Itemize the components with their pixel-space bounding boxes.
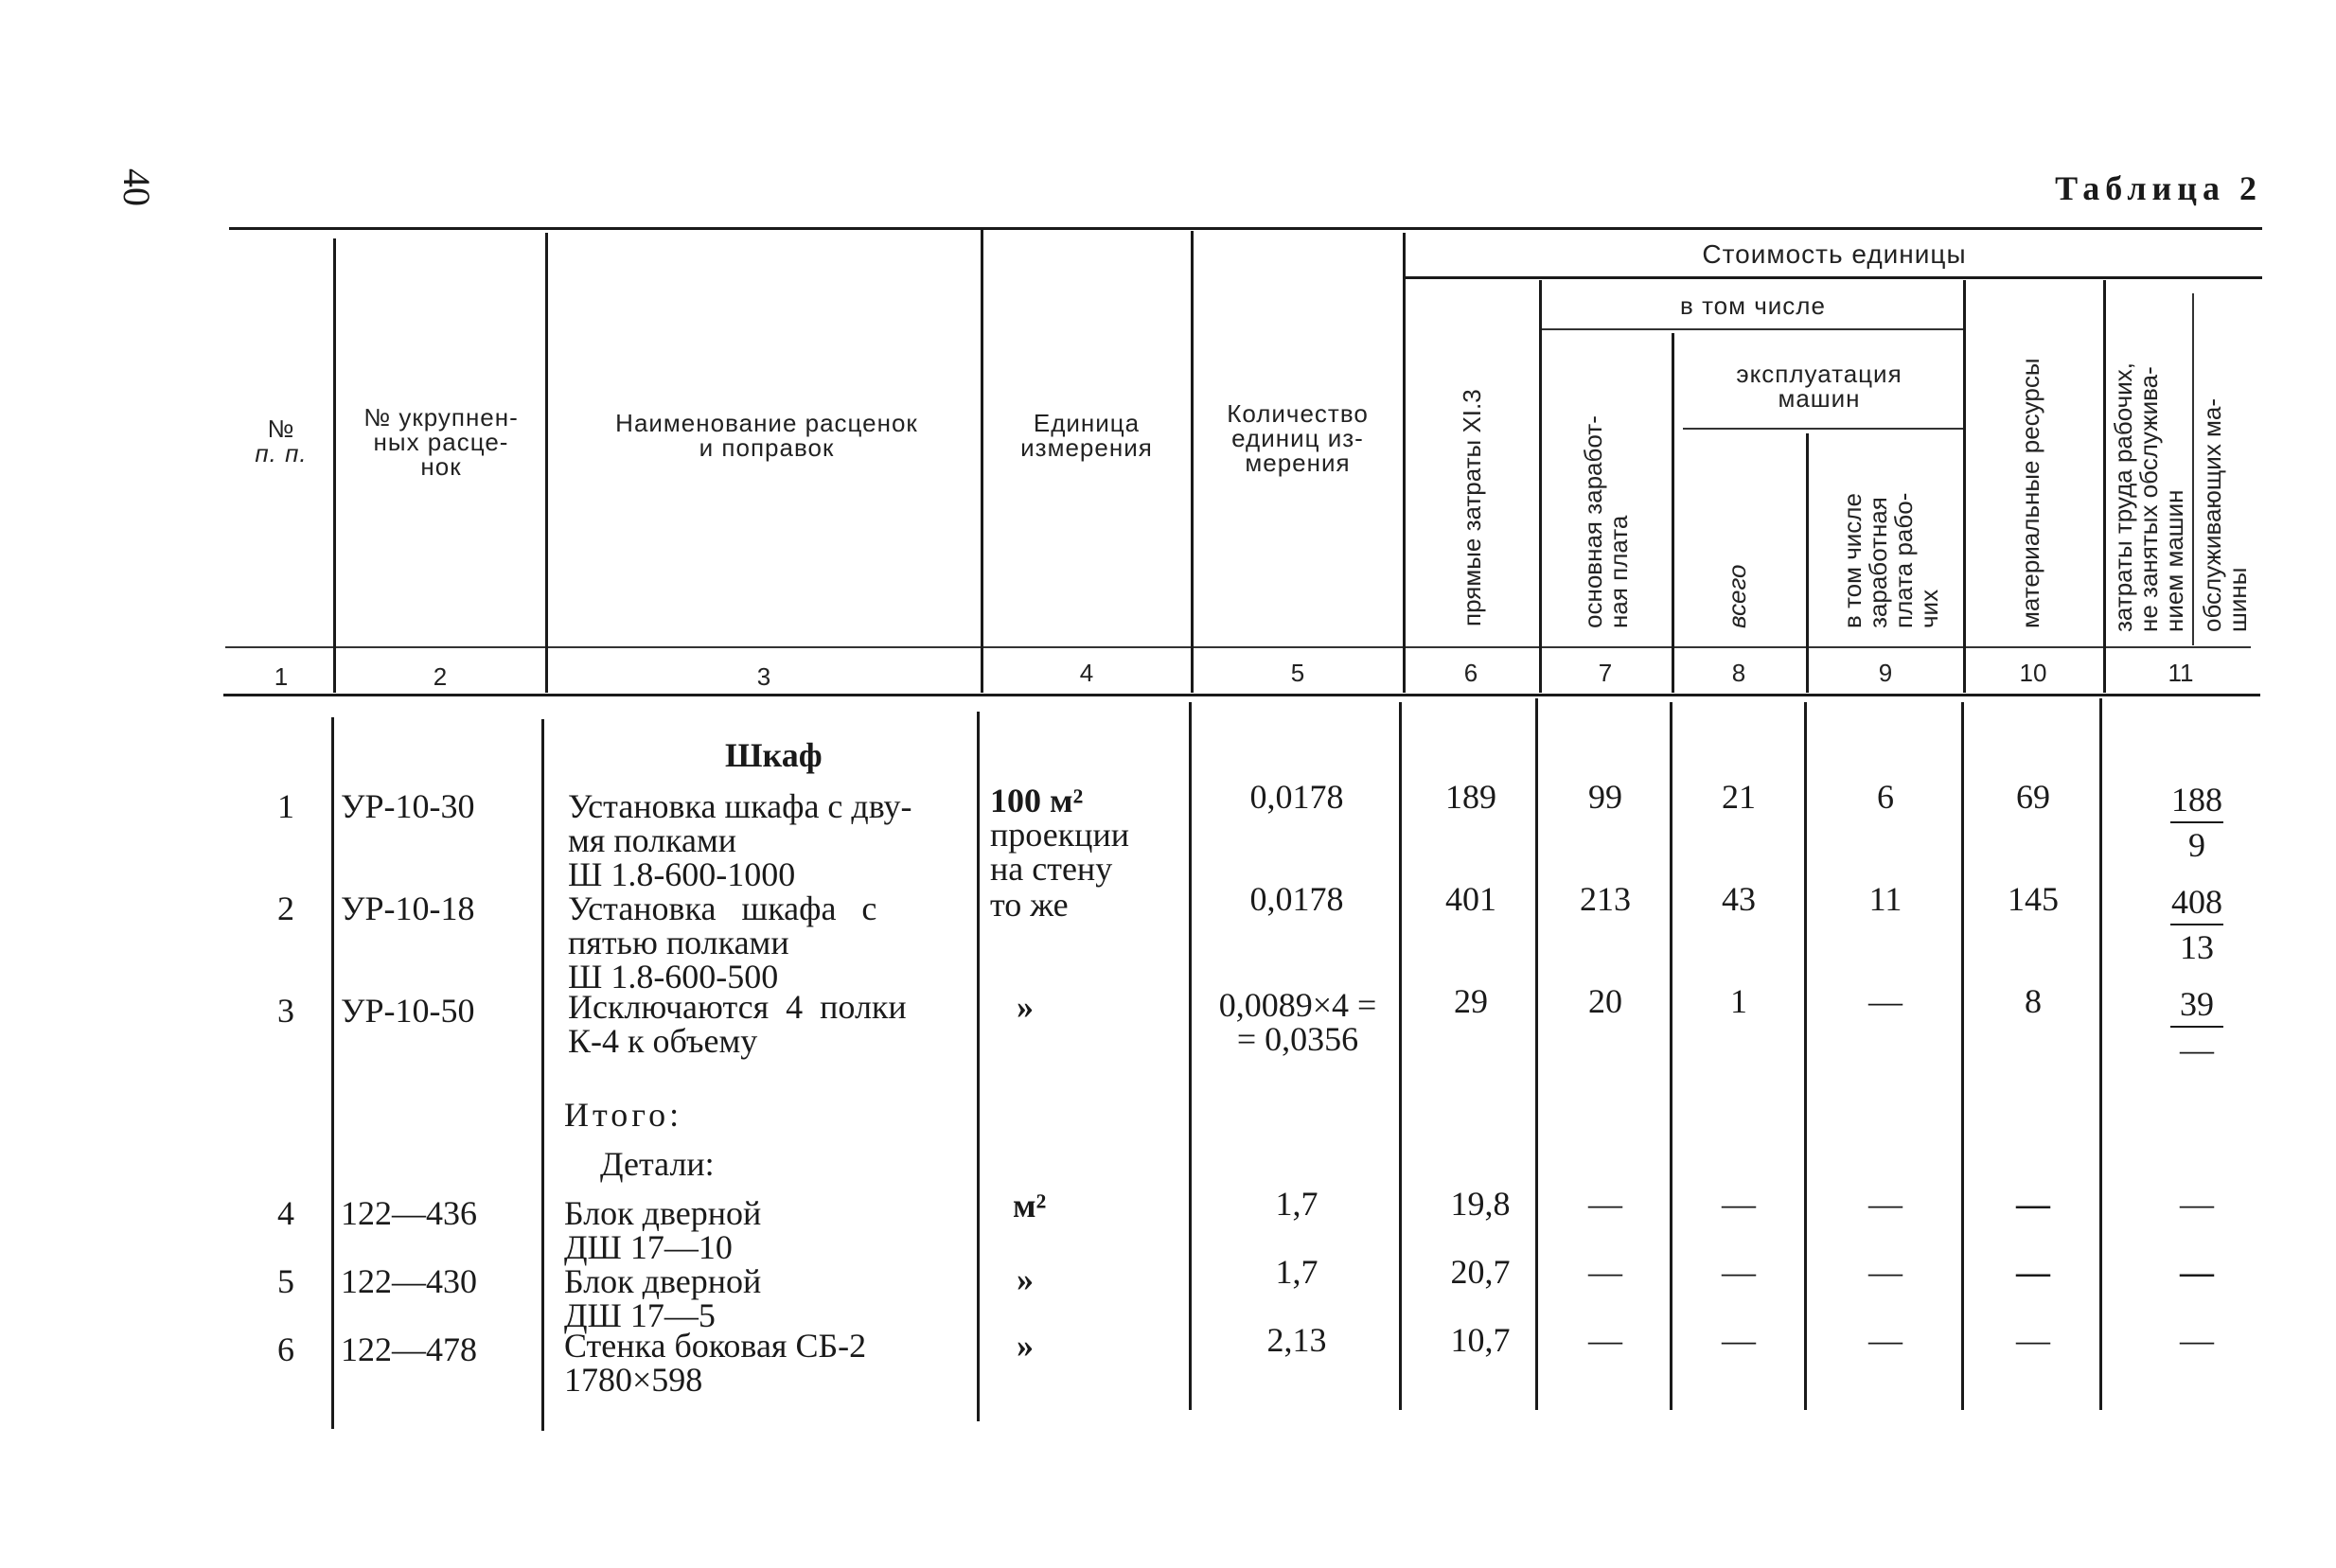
col-divider	[1191, 231, 1194, 693]
col-number: 2	[433, 662, 448, 691]
row-qty: 2,13	[1266, 1321, 1327, 1359]
col-divider	[1399, 702, 1402, 1410]
row-c6: 29	[1454, 982, 1488, 1020]
col-number: 1	[274, 662, 289, 691]
header-bottom-rule	[225, 646, 2251, 648]
row-c11: —	[2180, 1185, 2214, 1223]
row-c9: 6	[1877, 778, 1894, 816]
header-col12: обслуживающих ма- шины	[2198, 397, 2252, 632]
row-c7: —	[1588, 1321, 1622, 1359]
row-name: Установка шкафа с дву- мя полками Ш 1.8-600-1000	[568, 787, 912, 893]
header-col5: Количество единиц из- мерения	[1227, 399, 1369, 477]
row-unit: »	[1017, 1260, 1034, 1298]
header-col2: № укрупнен- ных расце- нок	[363, 403, 519, 481]
row-unit: то же	[990, 886, 1069, 924]
row-c10: 69	[2016, 778, 2050, 816]
col-divider	[1670, 702, 1672, 1410]
row-c11-fraction: 39 —	[2154, 986, 2239, 1067]
row-number: 6	[277, 1330, 294, 1368]
row-code: 122—430	[341, 1262, 477, 1300]
row-c8: —	[1722, 1321, 1756, 1359]
row-c6: 20,7	[1450, 1253, 1511, 1291]
col-number: 10	[2019, 659, 2047, 687]
row-c9: 11	[1868, 880, 1902, 918]
col-number: 5	[1290, 659, 1305, 687]
row-name: Исключаются 4 полки К-4 к объему	[568, 988, 907, 1060]
col-divider	[1539, 280, 1542, 693]
col-divider	[331, 717, 334, 1429]
cost-group-rule	[1405, 276, 2262, 279]
row-c8: —	[1722, 1253, 1756, 1291]
row-qty: 0,0089×4 = = 0,0356	[1218, 986, 1377, 1058]
col-number: 3	[756, 662, 771, 691]
row-qty: 0,0178	[1249, 880, 1344, 918]
row-code: 122—478	[341, 1330, 477, 1368]
header-incl-group: в том числе	[1680, 291, 1826, 320]
col-divider	[1403, 233, 1406, 693]
row-name: Блок дверной ДШ 17—5	[564, 1262, 762, 1334]
col-divider	[2192, 293, 2194, 645]
header-col11: затраты труда рабочих, не занятых обслужива- нием машин	[2109, 362, 2188, 632]
row-name: Блок дверной ДШ 17—10	[564, 1194, 762, 1266]
col-number: 7	[1598, 659, 1613, 687]
row-c6: 19,8	[1450, 1185, 1511, 1223]
row-c8: 21	[1722, 778, 1756, 816]
row-c8: 43	[1722, 880, 1756, 918]
row-number: 5	[277, 1262, 294, 1300]
row-number: 1	[277, 787, 294, 825]
row-c9: —	[1868, 1253, 1902, 1291]
col-divider	[333, 238, 336, 693]
row-c10: —	[2016, 1185, 2050, 1223]
row-code: УР-10-30	[341, 787, 475, 825]
col-divider	[1963, 280, 1966, 693]
col-divider	[1806, 433, 1809, 693]
header-col8: всего	[1723, 564, 1751, 628]
row-c7: 99	[1588, 778, 1622, 816]
row-c10: 8	[2025, 982, 2042, 1020]
table-caption: Таблица 2	[2055, 169, 2262, 207]
col-number: 8	[1731, 659, 1746, 687]
row-c7: 20	[1588, 982, 1622, 1020]
row-c10: —	[2016, 1253, 2050, 1291]
col-divider	[977, 712, 980, 1421]
row-unit: м²	[1013, 1187, 1047, 1224]
row-qty: 1,7	[1275, 1253, 1318, 1291]
header-col4: Единица измерения	[1020, 409, 1153, 462]
col-number: 9	[1878, 659, 1893, 687]
row-unit: 100 м² проекции на стену	[990, 782, 1129, 888]
row-number: 2	[277, 890, 294, 927]
table-top-rule	[229, 227, 2262, 230]
row-c11: —	[2180, 1253, 2214, 1291]
row-name: Стенка боковая СБ-2 1780×598	[564, 1327, 867, 1399]
col-number: 11	[2168, 659, 2194, 687]
col-divider	[981, 229, 983, 693]
col-divider	[1672, 333, 1674, 693]
row-c9: —	[1868, 1185, 1902, 1223]
header-col1: № п. п.	[255, 414, 308, 467]
col-divider	[1189, 702, 1192, 1410]
header-cost-group: Стоимость единицы	[1702, 239, 1967, 269]
row-name: Установка шкафа с пятью полками Ш 1.8-600-500	[568, 890, 877, 995]
details-label: Детали:	[600, 1145, 715, 1183]
row-c8: —	[1722, 1185, 1756, 1223]
row-unit: »	[1017, 1327, 1034, 1365]
header-col9: в том числе заработная плата рабо- чих	[1838, 492, 1943, 628]
row-c6: 189	[1445, 778, 1496, 816]
total-label: Итого:	[564, 1096, 683, 1134]
row-code: УР-10-18	[341, 890, 475, 927]
colnum-bottom-rule	[223, 694, 2260, 696]
row-c8: 1	[1730, 982, 1747, 1020]
mach-group-rule	[1683, 428, 1965, 430]
row-c11-fraction: 188 9	[2171, 781, 2222, 864]
header-col10: материальные ресурсы	[2016, 358, 2044, 628]
header-col3: Наименование расценок и поправок	[615, 409, 918, 462]
header-col6: прямые затраты XI.3	[1458, 389, 1486, 626]
row-unit: »	[1017, 988, 1034, 1026]
col-divider	[541, 719, 544, 1431]
row-c7: 213	[1580, 880, 1631, 918]
row-c11: —	[2180, 1321, 2214, 1359]
col-number: 6	[1463, 659, 1478, 687]
col-divider	[2103, 280, 2106, 693]
row-number: 3	[277, 992, 294, 1030]
row-c9: —	[1868, 982, 1902, 1020]
col-number: 4	[1079, 659, 1094, 687]
col-divider	[545, 233, 548, 693]
row-c7: —	[1588, 1185, 1622, 1223]
row-c9: —	[1868, 1321, 1902, 1359]
row-c11-fraction: 408 13	[2171, 883, 2222, 966]
row-c7: —	[1588, 1253, 1622, 1291]
section-title: Шкаф	[725, 736, 823, 774]
row-c6: 10,7	[1450, 1321, 1511, 1359]
row-number: 4	[277, 1194, 294, 1232]
row-code: УР-10-50	[341, 992, 475, 1030]
row-c10: 145	[2008, 880, 2059, 918]
row-qty: 0,0178	[1249, 778, 1344, 816]
row-qty: 1,7	[1275, 1185, 1318, 1223]
incl-group-rule	[1541, 328, 1965, 330]
row-c10: —	[2016, 1321, 2050, 1359]
col-divider	[1804, 702, 1807, 1410]
page-number: 40	[115, 168, 158, 206]
header-mach-group: эксплуатация машин	[1736, 360, 1902, 413]
header-col7: основная заработ- ная плата	[1579, 415, 1633, 628]
row-code: 122—436	[341, 1194, 477, 1232]
row-c6: 401	[1445, 880, 1496, 918]
